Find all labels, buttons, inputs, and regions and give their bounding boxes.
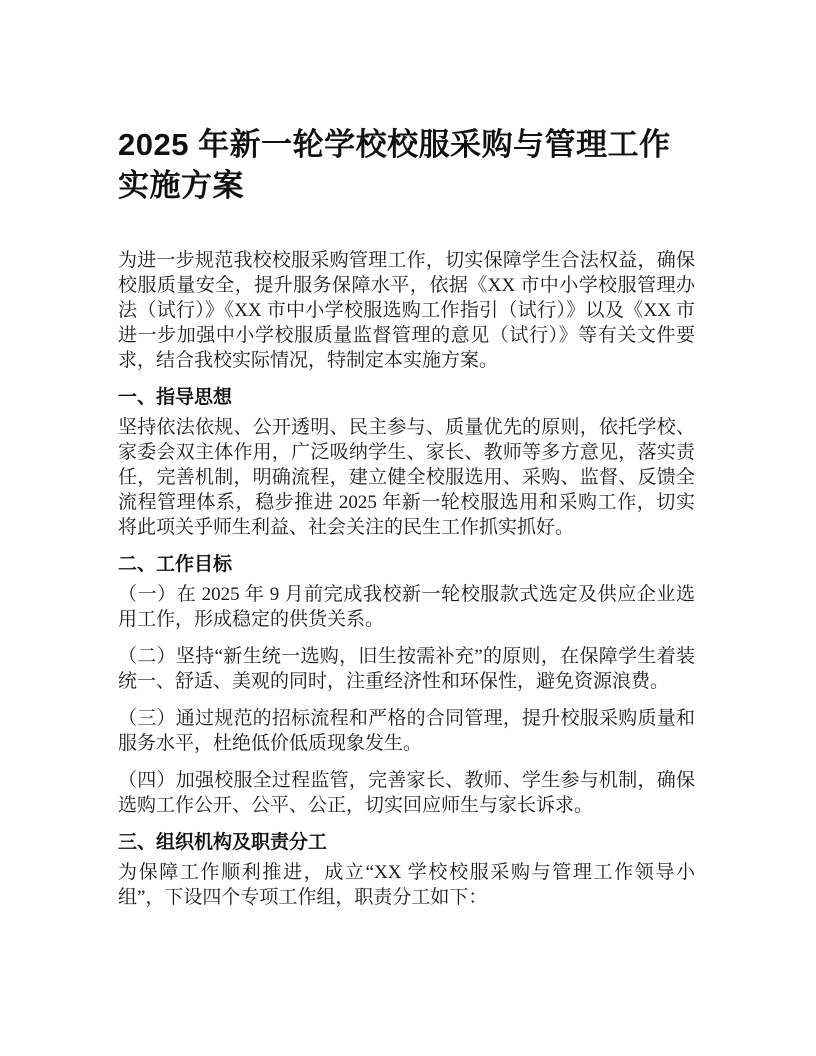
section-2-paragraph-2: （二）坚持“新生统一选购，旧生按需补充”的原则，在保障学生着装统一、舒适、美观的同时，注重经济性和环保性，避免资源浪费。 — [118, 646, 695, 692]
section-3-heading: 三、组织机构及职责分工 — [118, 832, 328, 853]
intro-paragraph: 为进一步规范我校校服采购管理工作，切实保障学生合法权益，确保校服质量安全，提升服务保障水平，依据《XX 市中小学校服管理办法（试行）》《XX 市中小学校服选购工作指引（试行）》以及《XX 市进一步加强中小学校服质量监督管理的意见（试行）》等有关文件要求，结合我校实际情况，特制定本实施方案。 — [118, 250, 695, 371]
section-2-paragraph-1: （一）在 2025 年 9 月前完成我校新一轮校服款式选定及供应企业选用工作，形成稳定的供货关系。 — [118, 584, 695, 630]
section-1-heading: 一、指导思想 — [118, 387, 233, 408]
section-2-paragraph-3: （三）通过规范的招标流程和严格的合同管理，提升校服采购质量和服务水平，杜绝低价低质现象发生。 — [118, 708, 695, 754]
document-title: 2025 年新一轮学校校服采购与管理工作实施方案 — [118, 127, 671, 203]
section-2-paragraph-4: （四）加强校服全过程监管，完善家长、教师、学生参与机制，确保选购工作公开、公平、公正，切实回应师生与家长诉求。 — [118, 770, 695, 816]
section-1-paragraph-1: 坚持依法依规、公开透明、民主参与、质量优先的原则，依托学校、家委会双主体作用，广泛吸纳学生、家长、教师等多方意见，落实责任，完善机制，明确流程，建立健全校服选用、采购、监督、反馈全流程管理体系，稳步推进 2025 年新一轮校服选用和采购工作，切实将此项关乎师生利益、社会关注的民生工作抓实抓好。 — [118, 417, 695, 538]
section-2-heading: 二、工作目标 — [118, 554, 233, 575]
section-3-paragraph-1: 为保障工作顺利推进，成立“XX 学校校服采购与管理工作领导小组”，下设四个专项工作组，职责分工如下： — [118, 862, 695, 908]
